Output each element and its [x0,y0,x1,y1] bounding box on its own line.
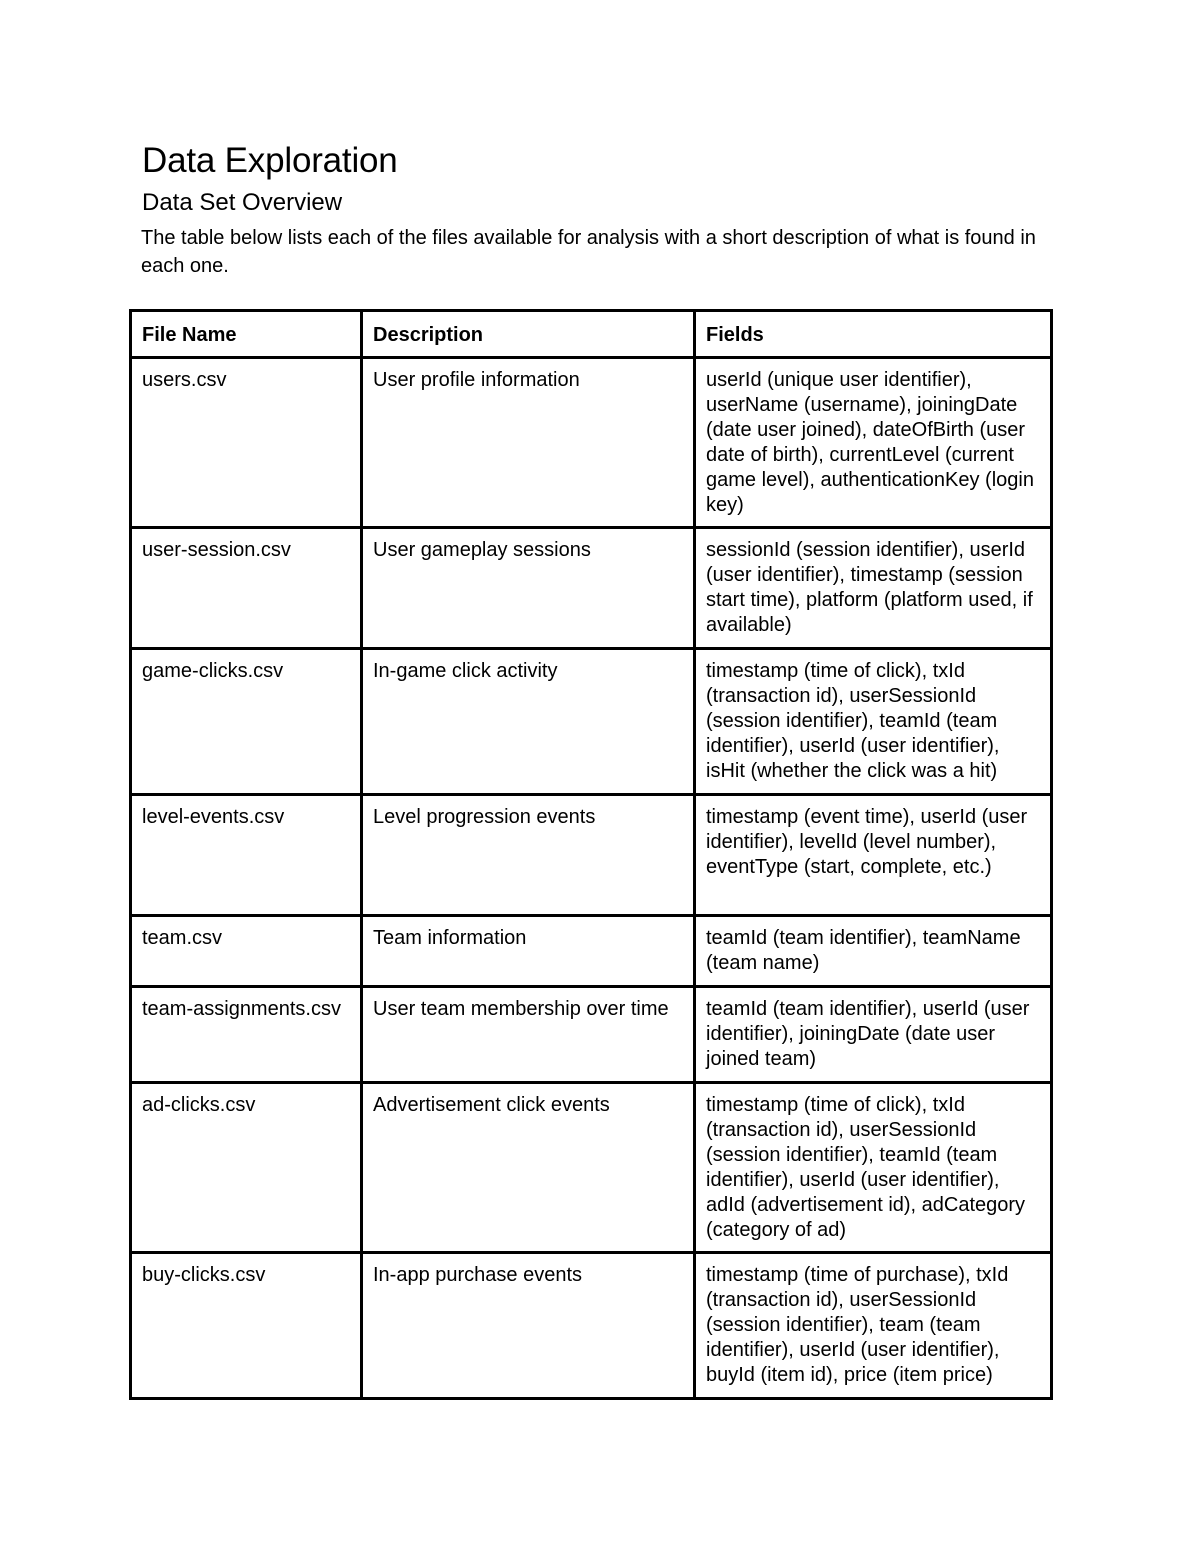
cell-file-name: user-session.csv [131,528,362,649]
files-table [129,309,1053,1400]
cell-description: Team information [362,916,695,987]
cell-file-name: buy-clicks.csv [131,1253,362,1399]
cell-file-name: ad-clicks.csv [131,1083,362,1253]
cell-fields: sessionId (session identifier), userId (user identifier), timestamp (session start time), platform (platform used, if available) [695,528,1052,649]
intro-paragraph: The table below lists each of the files available for analysis with a short description of what is found in each one. [141,227,1036,277]
cell-file-name: game-clicks.csv [131,649,362,795]
cell-file-name: level-events.csv [131,795,362,916]
section-heading: Data Set Overview [142,189,343,216]
cell-description: User gameplay sessions [362,528,695,649]
cell-description: User profile information [362,358,695,528]
table-row [131,358,1052,528]
table-row [131,987,1052,1083]
page-title: Data Exploration [142,141,398,180]
cell-file-name: team-assignments.csv [131,987,362,1083]
cell-fields: teamId (team identifier), teamName (team name) [695,916,1052,987]
table-row [131,1253,1052,1399]
cell-fields: timestamp (time of click), txId (transaction id), userSessionId (session identifier), teamId (team identifier), userId (user identifier), adId (advertisement id), adCategory (category of ad) [695,1083,1052,1253]
cell-fields: timestamp (event time), userId (user identifier), levelId (level number), eventType (start, complete, etc.) [695,795,1052,916]
cell-file-name: users.csv [131,358,362,528]
table-row [131,1083,1052,1253]
cell-fields: userId (unique user identifier), userName (username), joiningDate (date user joined), dateOfBirth (user date of birth), currentLevel (current game level), authenticationKey (login key) [695,358,1052,528]
header-file-name: File Name [131,311,362,358]
cell-description: Level progression events [362,795,695,916]
cell-fields: teamId (team identifier), userId (user identifier), joiningDate (date user joined team) [695,987,1052,1083]
cell-fields: timestamp (time of click), txId (transaction id), userSessionId (session identifier), teamId (team identifier), userId (user identifier), isHit (whether the click was a hit) [695,649,1052,795]
header-description: Description [362,311,695,358]
table-row [131,916,1052,987]
table-row [131,649,1052,795]
cell-description: In-app purchase events [362,1253,695,1399]
cell-description: User team membership over time [362,987,695,1083]
table-row [131,528,1052,649]
cell-description: Advertisement click events [362,1083,695,1253]
table-row [131,795,1052,916]
cell-fields: timestamp (time of purchase), txId (transaction id), userSessionId (session identifier), team (team identifier), userId (user identifier), buyId (item id), price (item price) [695,1253,1052,1399]
cell-file-name: team.csv [131,916,362,987]
cell-description: In-game click activity [362,649,695,795]
table-header-row [131,311,1052,358]
header-fields: Fields [695,311,1052,358]
